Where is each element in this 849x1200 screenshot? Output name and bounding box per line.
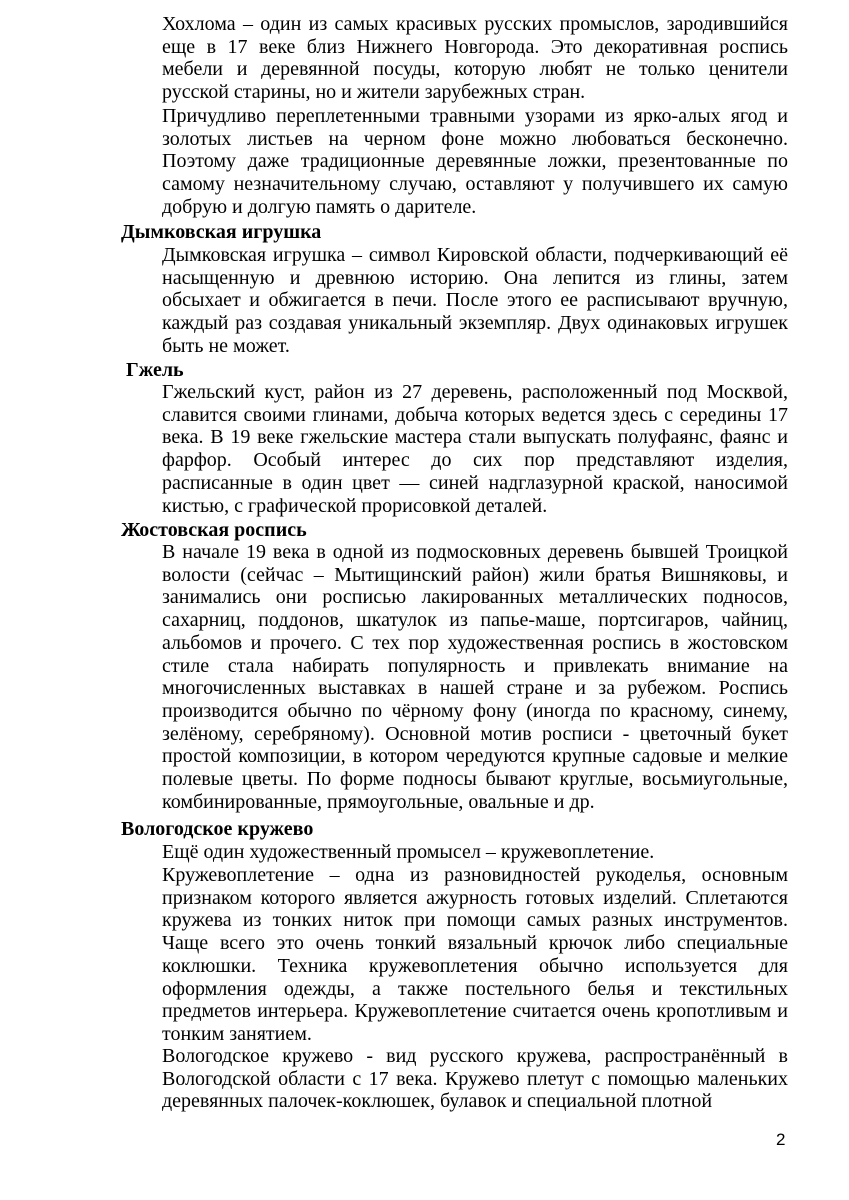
paragraph-vologda-lace: Вологодское кружево - вид русского кружева, распространённый в Вологодской области с 17 века. Кружево плетут с помощью маленьких деревянных палочек-коклюшек, булавок и специальной плотной [162, 1045, 788, 1113]
heading-gzhel: Гжель [121, 359, 184, 381]
page-number: 2 [776, 1130, 786, 1149]
paragraph-khokhloma-patterns: Причудливо переплетенными травными узорами из ярко-алых ягод и золотых листьев на черном фоне можно любоваться бесконечно. Поэтому даже традиционные деревянные ложки, презентованные по самому незначительному случаю, оставляют у получившего их самую добрую и долгую память о дарителе. [162, 105, 788, 218]
paragraph-dymkovo-toy: Дымковская игрушка – символ Кировской области, подчеркивающий её насыщенную и древнюю историю. Она лепится из глины, затем обсыхает и обжигается в печи. После этого ее расписывают вручную, каждый раз создавая уникальный экземпляр. Двух одинаковых игрушек быть не может. [162, 244, 788, 357]
heading-dymkovo-toy: Дымковская игрушка [121, 221, 322, 243]
heading-zhostovo-painting: Жостовская роспись [121, 519, 307, 541]
paragraph-lace-intro: Ещё один художественный промысел – кружевоплетение. [162, 841, 655, 863]
paragraph-khokhloma-intro: Хохлома – один из самых красивых русских промыслов, зародившийся еще в 17 веке близ Нижнего Новгорода. Это декоративная роспись мебели и деревянной посуды, которую любят не только ценители русской старины, но и жители зарубежных стран. [162, 13, 788, 104]
heading-vologda-lace: Вологодское кружево [121, 818, 314, 840]
paragraph-zhostovo-painting: В начале 19 века в одной из подмосковных деревень бывшей Троицкой волости (сейчас – Мытищинский район) жили братья Вишняковы, и занимались они росписью лакированных металлических подносов, сахарниц, поддонов, шкатулок из папье-маше, портсигаров, чайниц, альбомов и прочего. С тех пор художественная роспись в жостовском стиле стала набирать популярность и привлекать внимание на многочисленных выставках в нашей стране и за рубежом. Роспись производится обычно по чёрному фону (иногда по красному, синему, зелёному, серебряному). Основной мотив росписи - цветочный букет простой композиции, в котором чередуются крупные садовые и мелкие полевые цветы. По форме подносы бывают круглые, восьмиугольные, комбинированные, прямоугольные, овальные и др. [162, 541, 788, 813]
paragraph-gzhel: Гжельский куст, район из 27 деревень, расположенный под Москвой, славится своими глинами, добыча которых ведется здесь с середины 17 века. В 19 веке гжельские мастера стали выпускать полуфаянс, фаянс и фарфор. Особый интерес до сих пор представляют изделия, расписанные в один цвет — синей надглазурной краской, наносимой кистью, с графической прорисовкой деталей. [162, 381, 788, 517]
paragraph-lacemaking: Кружевоплетение – одна из разновидностей рукоделья, основным признаком которого является ажурность готовых изделий. Сплетаются кружева из тонких ниток при помощи самых разных инструментов. Чаще всего это очень тонкий вязальный крючок либо специальные коклюшки. Техника кружевоплетения обычно используется для оформления одежды, а также постельного белья и текстильных предметов интерьера. Кружевоплетение считается очень кропотливым и тонким занятием. [162, 864, 788, 1045]
